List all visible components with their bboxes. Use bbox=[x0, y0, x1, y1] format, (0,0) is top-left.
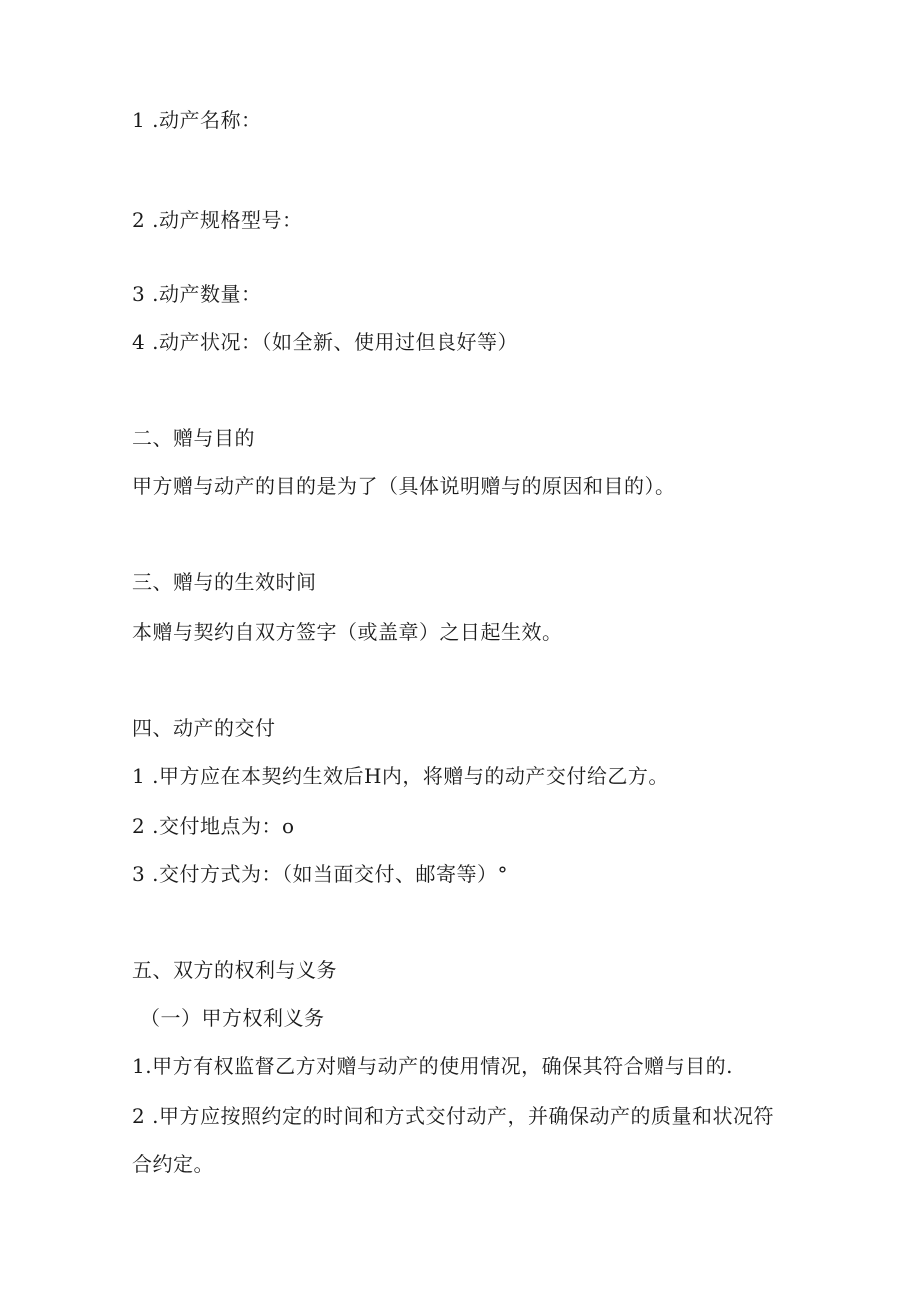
section-purpose-body: 甲方赠与动产的目的是为了（具体说明赠与的原因和目的）。 bbox=[132, 474, 676, 498]
rights-item: 2 .甲方应按照约定的时间和方式交付动产，并确保动产的质量和状况符 bbox=[132, 1104, 774, 1128]
rights-subheading: （一）甲方权利义务 bbox=[140, 1006, 325, 1030]
rights-item-continuation: 合约定。 bbox=[132, 1152, 214, 1176]
rights-item: 1.甲方有权监督乙方对赠与动产的使用情况，确保其符合赠与目的. bbox=[132, 1054, 733, 1078]
property-quantity-line: 3 .动产数量： bbox=[132, 282, 262, 306]
section-purpose-heading: 二、赠与目的 bbox=[132, 426, 255, 450]
delivery-item: 2 .交付地点为：o bbox=[132, 814, 295, 838]
delivery-item: 1 .甲方应在本契约生效后H内，将赠与的动产交付给乙方。 bbox=[132, 764, 669, 788]
property-spec-line: 2 .动产规格型号： bbox=[132, 208, 303, 232]
delivery-item: 3 .交付方式为：（如当面交付、邮寄等）° bbox=[132, 862, 508, 886]
section-effective-heading: 三、赠与的生效时间 bbox=[132, 570, 317, 594]
section-delivery-heading: 四、动产的交付 bbox=[132, 716, 276, 740]
property-condition-line: 4 .动产状况：（如全新、使用过但良好等） bbox=[132, 330, 518, 354]
section-rights-heading: 五、双方的权利与义务 bbox=[132, 958, 337, 982]
section-effective-body: 本赠与契约自双方签字（或盖章）之日起生效。 bbox=[132, 620, 563, 644]
property-name-line: 1 .动产名称： bbox=[132, 108, 262, 132]
